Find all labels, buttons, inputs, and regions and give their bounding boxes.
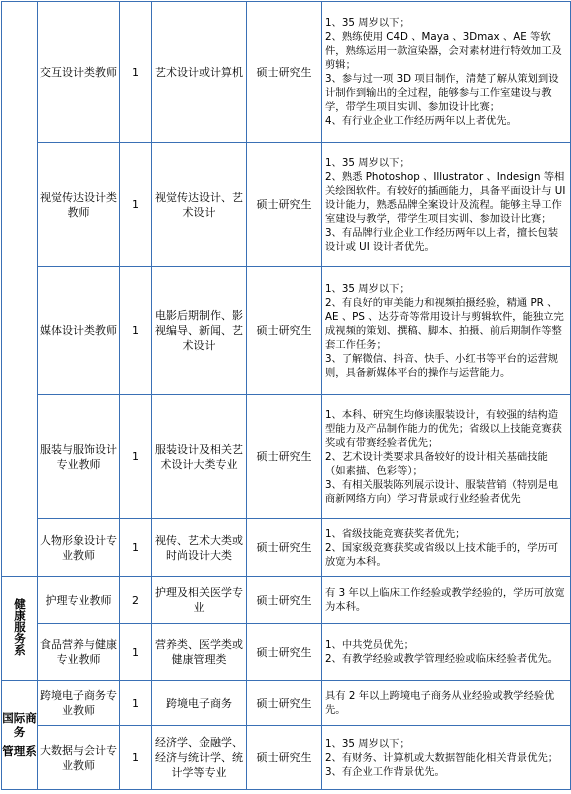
requirement-line: 3、有相关服装陈列展示设计、服装营销（特别是电商新网络方向）学习背景或行业经验者优先 bbox=[325, 478, 559, 505]
position-cell: 交互设计类教师 bbox=[38, 2, 120, 143]
count-cell: 1 bbox=[120, 2, 152, 143]
count-cell: 1 bbox=[120, 267, 152, 395]
position-cell: 大数据与会计专业教师 bbox=[38, 726, 120, 790]
major-cell: 护理及相关医学专业 bbox=[152, 577, 247, 624]
requirement-line: 3、有企业工作背景优先。 bbox=[325, 765, 445, 778]
position-cell: 护理专业教师 bbox=[38, 577, 120, 624]
major-cell: 电影后期制作、影视编导、新闻、艺术设计 bbox=[152, 267, 247, 395]
table-row bbox=[2, 726, 571, 790]
table-row bbox=[2, 577, 571, 624]
table-row bbox=[2, 2, 571, 143]
count-cell: 1 bbox=[120, 681, 152, 726]
requirements-cell bbox=[322, 2, 571, 143]
requirement-line: 2、有良好的审美能力和视频拍摄经验，精通 PR 、AE 、PS 、达芬奇等常用设计与剪辑软件，能独立完成视频的策划、撰稿、脚本、拍摄、前后期制作等整套工作任务； bbox=[325, 296, 564, 351]
department-label-line1: 国际商务 bbox=[2, 711, 37, 739]
requirements-cell bbox=[322, 143, 571, 267]
requirement-line: 2、国家级竞赛获奖或省级以上技术能手的，学历可放宽为本科。 bbox=[325, 541, 559, 568]
department-label-line2: 管理系 bbox=[2, 744, 37, 758]
major-cell: 视觉传达设计、艺术设计 bbox=[152, 143, 247, 267]
count-cell: 1 bbox=[120, 395, 152, 519]
position-cell: 视觉传达设计类教师 bbox=[38, 143, 120, 267]
position-cell: 媒体设计类教师 bbox=[38, 267, 120, 395]
major-cell: 经济学、金融学、经济与统计学、统计学等专业 bbox=[152, 726, 247, 790]
table-row bbox=[2, 519, 571, 577]
requirements-cell bbox=[322, 624, 571, 681]
requirement-line: 1、省级技能竞赛获奖者优先； bbox=[325, 527, 466, 540]
count-cell: 2 bbox=[120, 577, 152, 624]
major-cell: 视传、艺术大类或时尚设计大类 bbox=[152, 519, 247, 577]
requirement-line: 2、熟练使用 C4D 、Maya 、3Dmax 、AE 等软件，熟练运用一款渲染器，会对素材进行特效加工及剪辑； bbox=[325, 31, 562, 71]
position-cell: 跨境电子商务专业教师 bbox=[38, 681, 120, 726]
department-cell-art bbox=[2, 2, 38, 577]
recruitment-table bbox=[1, 1, 571, 790]
requirement-line: 4、有行业企业工作经历两年以上者优先。 bbox=[325, 115, 517, 127]
table-row bbox=[2, 624, 571, 681]
requirements-cell bbox=[322, 519, 571, 577]
degree-cell: 硕士研究生 bbox=[247, 681, 322, 726]
requirement-line: 2、艺术设计类要求具备较好的设计相关基础技能（如素描、色彩等）； bbox=[325, 450, 548, 477]
count-cell: 1 bbox=[120, 726, 152, 790]
position-cell: 服装与服饰设计专业教师 bbox=[38, 395, 120, 519]
major-cell: 营养类、医学类或健康管理类 bbox=[152, 624, 247, 681]
degree-cell: 硕士研究生 bbox=[247, 395, 322, 519]
requirements-cell bbox=[322, 681, 571, 726]
position-cell: 食品营养与健康专业教师 bbox=[38, 624, 120, 681]
requirement-line: 3、了解微信、抖音、快手、小红书等平台的运营规则，具备新媒体平台的操作与运营能力。 bbox=[325, 352, 559, 379]
count-cell: 1 bbox=[120, 624, 152, 681]
requirements-cell bbox=[322, 726, 571, 790]
degree-cell: 硕士研究生 bbox=[247, 143, 322, 267]
count-cell: 1 bbox=[120, 143, 152, 267]
department-cell-intl bbox=[2, 681, 38, 790]
requirement-line: 2、有教学经验或教学管理经验或临床经验者优先。 bbox=[325, 653, 559, 665]
degree-cell: 硕士研究生 bbox=[247, 624, 322, 681]
department-label: 健康服务系 bbox=[13, 597, 27, 656]
major-cell: 艺术设计或计算机 bbox=[152, 2, 247, 143]
degree-cell: 硕士研究生 bbox=[247, 519, 322, 577]
requirement-line: 1、35 周岁以下； bbox=[325, 737, 410, 750]
position-cell: 人物形象设计专业教师 bbox=[38, 519, 120, 577]
requirements-cell bbox=[322, 577, 571, 624]
degree-cell: 硕士研究生 bbox=[247, 2, 322, 143]
requirements-cell bbox=[322, 267, 571, 395]
department-cell-health bbox=[2, 577, 38, 681]
major-cell: 跨境电子商务 bbox=[152, 681, 247, 726]
requirement-line: 1、本科、研究生均修读服装设计，有较强的结构造型能力及产品制作能力的优先；省级以上技能竞赛获奖或有带赛经验者优先； bbox=[325, 408, 562, 449]
major-cell: 服装设计及相关艺术设计大类专业 bbox=[152, 395, 247, 519]
requirement-line: 1、中共党员优先； bbox=[325, 639, 414, 651]
requirement-line: 2、有财务、计算机或大数据智能化相关背景优先； bbox=[325, 751, 559, 764]
requirement-line: 具有 2 年以上跨境电子商务从业经验或教学经验优先。 bbox=[325, 690, 555, 716]
requirement-line: 3、参与过一项 3D 项目制作，清楚了解从策划到设计制作到输出的全过程，能够参与工作室建设与教学，带学生项目实训、参加设计比赛； bbox=[325, 73, 559, 113]
degree-cell: 硕士研究生 bbox=[247, 577, 322, 624]
requirement-line: 1、35 周岁以下； bbox=[325, 17, 410, 29]
requirement-line: 2、熟悉 Photoshop 、Illustrator 、Indesign 等相关绘图软件。有较好的插画能力，具备平面设计与 UI 设计能力，熟悉品牌全案设计及流程。能够主导工作室建设与教学，带学生项目实训、参加设计比赛； bbox=[325, 170, 566, 225]
degree-cell: 硕士研究生 bbox=[247, 726, 322, 790]
requirements-cell bbox=[322, 395, 571, 519]
degree-cell: 硕士研究生 bbox=[247, 267, 322, 395]
table-row bbox=[2, 395, 571, 519]
requirement-line: 3、有品牌行业企业工作经历两年以上者，擅长包装设计或 UI 设计者优先。 bbox=[325, 226, 559, 253]
requirement-line: 1、35 周岁以下； bbox=[325, 282, 410, 295]
requirement-line: 1、35 周岁以下； bbox=[325, 156, 410, 169]
table-row bbox=[2, 681, 571, 726]
requirement-line: 有 3 年以上临床工作经验或教学经验的，学历可放宽为本科。 bbox=[325, 587, 565, 613]
table-row bbox=[2, 143, 571, 267]
table-row bbox=[2, 267, 571, 395]
count-cell: 1 bbox=[120, 519, 152, 577]
